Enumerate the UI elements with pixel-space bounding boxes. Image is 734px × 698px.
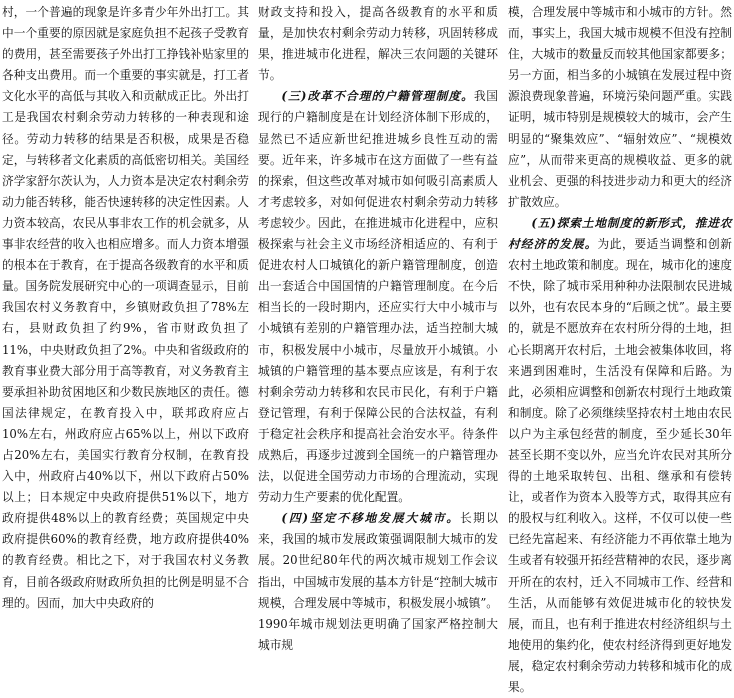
section-heading-4: (四)坚定不移地发展大城市。: [281, 511, 461, 526]
section-body-4: 长期以来，我国的城市发展政策强调限制大城市的发展。20世纪80年代的两次城市规划工作会议指出，中国城市发展的基本方针是“控制大城市规模，合理发展中等城市，积极发展小城镇”。1990年城市规划法更明确了国家严格控制大城市规: [258, 511, 498, 652]
section-household-registration: [258, 86, 498, 508]
paragraph-rural-education: 村，一个普遍的现象是许多青少年外出打工。其中一个重要的原因就是家庭负担不起孩子受教育的费用，甚至需要孩子外出打工挣钱补贴家里的各种支出费用。而一个重要的事实就是，打工者文化水平的高低与其收入和贡献成正比。外出打工是我国农村剩余劳动力转移的一种表现和途径。劳动力转移的结果是否积极，成果是否稳定，与转移者文化素质的高低密切相关。美国经济学家舒尔茨认为，人力资本是决定农村剩余劳动力能否转移，能否快速转移的决定性因素。人力资本较高，农民从事非农工作的机会就多，从事非农经营的收入也相应增多。而人力资本增强的根本在于教育，在于提高各级教育的水平和质量。国务院发展研究中心的一项调查显示，目前我国农村义务教育中，乡镇财政负担了78%左右，县财政负担了约9%，省市财政负担了11%，中央财政负担了2%。中央和省级政府的教育事业费大部分用于高等教育，对义务教育主要承担补助贫困地区和少数民族地区的责任。德国法律规定，在教育投入中，联邦政府应占10%左右，州政府应占65%以上，州以下政府占20%左右，美国实行教育分权制，在教育投入中，州政府占40%以下，州以下政府占50%以上；日本规定中央政府提供51%以下，地方政府提供48%以上的教育经费；英国规定中央政府提供60%的教育经费，地方政府提供40%的教育经费。相比之下，对于我国农村义务教育，目前各级政府财政所负担的比例是明显不合理的。因而，加大中央政府的: [2, 5, 249, 610]
text-column-left: [2, 2, 249, 614]
text-column-right: [508, 2, 732, 698]
section-heading-5: (五)探索土地制度的新形式，推进农村经济的发展。: [508, 215, 732, 252]
paragraph-city-scale: 模，合理发展中等城市和小城市的方针。然而，事实上，我国大城市规模不但没有控制住，大城市的数量反而较其他国家都要多；另一方面，相当多的小城镇在发展过程中资源浪费现象普遍，环境污染问题严重。实践证明，城市特别是规模较大的城市，会产生明显的“聚集效应”、“辐射效应”、“规模效应”，从而带来更高的规模收益、更多的就业机会、更强的科技进步动力和更大的经济扩散效应。: [508, 5, 732, 209]
section-body-3: 我国现行的户籍制度是在计划经济体制下形成的，显然已不适应新世纪推进城乡良性互动的需要。近年来，许多城市在这方面做了一些有益的探索，但这些改革对城市如何吸引高素质人才考虑较多，对如何促进农村剩余劳动力转移考虑较少。因此，在推进城市化进程中，应积极探索与社会主义市场经济相适应的、有利于促进农村人口城镇化的新户籍管理制度，创造出一套适合中国国情的户籍管理制度。在今后相当长的一段时期内，还应实行大中小城市与小城镇有差别的户籍管理办法，适当控制大城市，积极发展中小城市，尽量放开小城镇。小城镇的户籍管理的基本要点应该是，有利于农村剩余劳动力转移和农民市民化，有利于户籍登记管理，有利于保障公民的合法权益，有利于稳定社会秩序和提高社会治安水平。待条件成熟后，再逐步过渡到全国统一的户籍管理办法，以促进全国劳动力市场的合理流动，实现劳动力生产要素的优化配置。: [258, 89, 498, 505]
section-body-5: 为此，要适当调整和创新农村土地政策和制度。现在，城市化的速度不快，除了城市采用种种办法限制农民进城以外，也有农民本身的“后顾之忧”。最主要的，就是不愿放弃在农村所分得的土地，担心长期离开农村后，土地会被集体收回，将来遇到困难时，生活没有保障和后路。为此，必须相应调整和创新农村现行土地政策和制度。除了必须继续坚持农村土地由农民以户为主承包经营的制度，至少延长30年甚至长期不变以外，应当允许农民对其所分得的土地采取转包、出租、继承和有偿转让，或者作为资本入股等方式，取得其应有的股权与红利收入。这样，不仅可以使一些已经先富起来、有经济能力不再依靠土地为生或者有较强开拓经营精神的农民，逐步离开所在的农村，迁入不同城市工作、经营和生活，从而能够有效促进城市化的较快发展，而且，也有利于推进农村经济组织与土地使用的集约化，使农村经济得到更好地发展，稳定农村剩余劳动力转移和城市化的成果。: [508, 237, 732, 694]
section-land-system: [508, 213, 732, 698]
section-heading-3: (三)改革不合理的户籍管理制度。: [281, 89, 474, 104]
section-large-cities: [258, 508, 498, 656]
paragraph-fiscal-support: 财政支持和投入，提高各级教育的水平和质量，是加快农村剩余劳动力转移，巩固转移成果，推进城市化进程，解决三农问题的关键环节。: [258, 5, 498, 83]
text-column-middle: [258, 2, 498, 656]
